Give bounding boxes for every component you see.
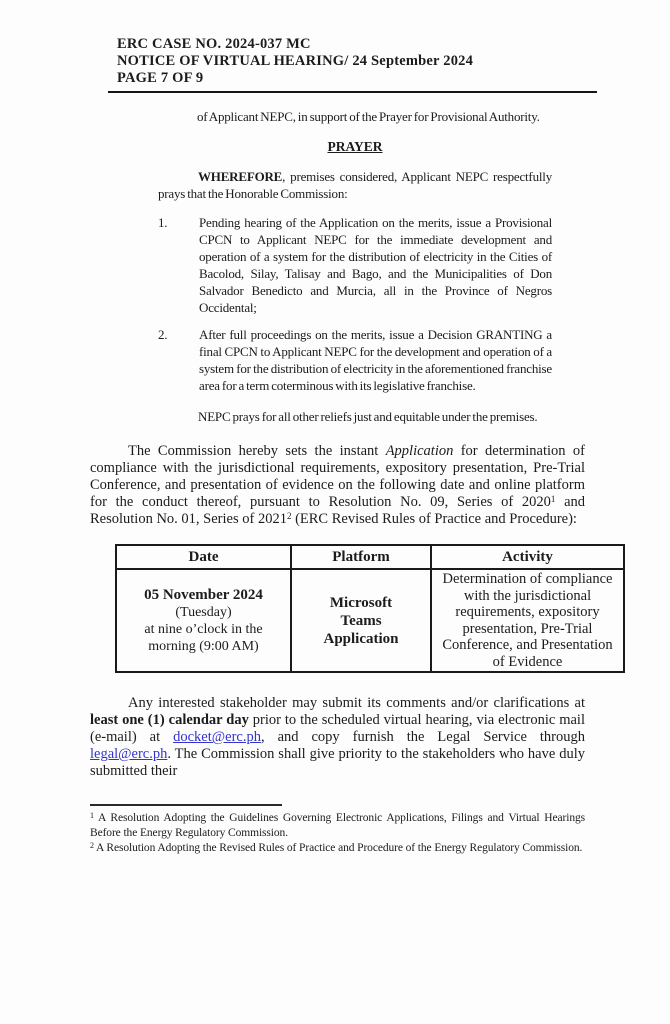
prayer-heading (158, 138, 552, 155)
hearing-time: at nine o’clock in the morning (9:00 AM) (144, 621, 263, 654)
header-rule (108, 91, 597, 93)
stakeholder-pre: Any interested stakeholder may submit its comments and/or clarifications at (128, 695, 585, 711)
setting-mid1: for determination of compliance with the jurisdictional requirements, expository presentation, Pre-Trial Conference, and presentation of evidence on the following date and online platform for the conduct thereof, pursuant to Resolution No. 09, Series of 2020 (90, 443, 585, 510)
setting-mid2: and Resolution No. 01, Series of 2021 (90, 494, 586, 527)
calendar-day-bold: least one (1) calendar day (90, 712, 249, 728)
platform-cell (291, 569, 431, 672)
notice-title-line: NOTICE OF VIRTUAL HEARING/ 24 September 2024 (117, 53, 474, 69)
continuation-paragraph: of Applicant NEPC, in support of the Prayer for Provisional Authority. (197, 109, 540, 124)
list-item-number: 2. (158, 327, 168, 342)
docket-email-link[interactable]: docket@erc.ph (173, 729, 261, 745)
footnote-ref-1: 1 (550, 494, 556, 504)
page-number-line: PAGE 7 OF 9 (117, 70, 204, 86)
setting-pre: The Commission hereby sets the instant (128, 443, 386, 459)
footnote-2-marker: 2 (90, 841, 94, 850)
case-number-line: ERC CASE NO. 2024-037 MC (117, 36, 311, 52)
table-header-platform: Platform (291, 545, 431, 569)
footnote-1-text: A Resolution Adopting the Guidelines Governing Electronic Applications, Filings and Virtual Hearings Before the Energy Regulatory Commission. (90, 812, 585, 839)
footnote-1-marker: 1 (90, 811, 94, 820)
platform-name: Microsoft Teams Application (323, 594, 399, 647)
prayer-list-item-1 (158, 214, 552, 316)
footnote-ref-2: 2 (286, 511, 292, 521)
list-item-number: 1. (158, 215, 168, 230)
stakeholder-post: . The Commission shall give priority to the stakeholders who have duly submitted their (90, 746, 585, 779)
wherefore-rest: , premises considered, Applicant NEPC respectfully prays that the Honorable Commission: (158, 169, 552, 201)
relief-paragraph: NEPC prays for all other reliefs just and equitable under the premises. (198, 409, 538, 424)
list-item-text: Pending hearing of the Application on the merits, issue a Provisional CPCN to Applicant NEPC for the immediate development and operation of a system for the distribution of electricity in the Cities of Bacolod, Silay, Talisay and Bago, and the Municipalities of Don Salvador Benedicto and Murcia, all in the Province of Negros Occidental; (199, 215, 552, 315)
list-item-text: After full proceedings on the merits, issue a Decision GRANTING a final CPCN to Applicant NEPC for the development and operation of a system for the distribution of electricity in the aforementioned franchise area for a term coterminous with its legislative franchise. (199, 327, 552, 393)
application-italic: Application (385, 443, 454, 459)
footnotes-block (90, 811, 585, 856)
wherefore-paragraph (158, 168, 552, 202)
hearing-setting-paragraph (90, 443, 585, 528)
document-header (117, 36, 585, 87)
hearing-table-data-row (116, 569, 624, 672)
prayer-heading-text: PRAYER (327, 139, 383, 154)
table-header-activity: Activity (431, 545, 624, 569)
footnote-2-text: A Resolution Adopting the Revised Rules of Practice and Procedure of the Energy Regulatory Commission. (93, 842, 583, 854)
hearing-day: (Tuesday) (175, 604, 232, 620)
stakeholder-mid2: , and copy furnish the Legal Service through (260, 729, 585, 745)
date-cell (116, 569, 291, 672)
stakeholder-mid1: prior to the scheduled virtual hearing, via electronic mail (e-mail) at (90, 712, 585, 745)
footnote-1 (90, 811, 585, 841)
setting-post: (ERC Revised Rules of Practice and Procedure): (291, 511, 577, 527)
hearing-table (115, 544, 625, 673)
activity-cell: Determination of compliance with the jurisdictional requirements, expository presentation, Pre-Trial Conference, and Presentation of Evidence (431, 569, 624, 672)
hearing-date: 05 November 2024 (144, 586, 263, 603)
table-header-date: Date (116, 545, 291, 569)
legal-email-link[interactable]: legal@erc.ph (90, 746, 168, 762)
hearing-table-header-row (116, 545, 624, 569)
stakeholder-paragraph (90, 695, 585, 780)
page-content (90, 36, 613, 856)
footnote-2 (90, 841, 585, 856)
footnote-separator (90, 804, 282, 806)
prayer-list-item-2 (158, 326, 552, 394)
wherefore-keyword: WHEREFORE (198, 169, 283, 184)
